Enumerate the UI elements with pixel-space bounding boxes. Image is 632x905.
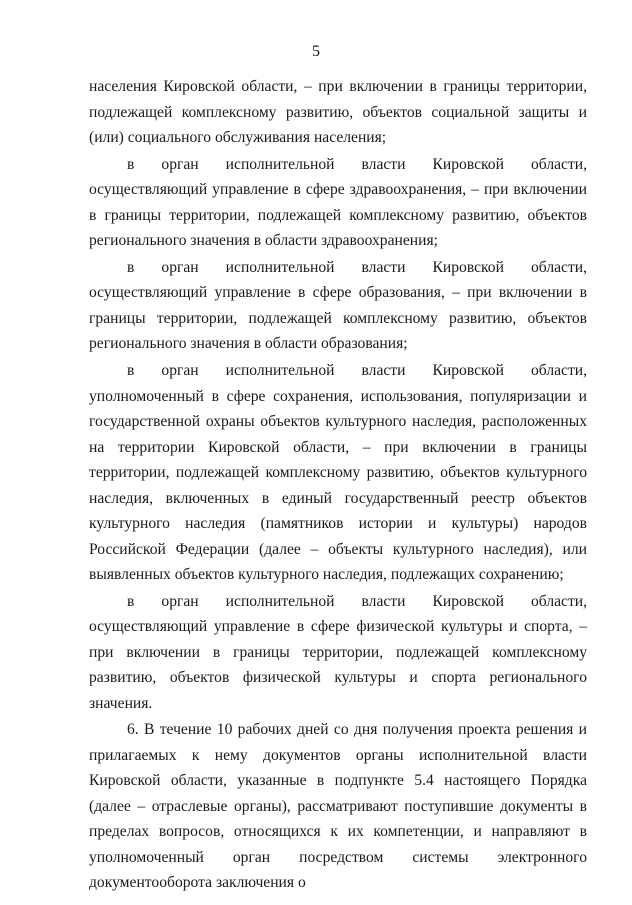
paragraph-4: в орган исполнительной власти Кировской области, уполномоченный в сфере сохранения, использования, популяризации и государственной охраны объектов культурного наследия, расположенных на территории Кировской области, – при включении в границы территории, подлежащей комплексному развитию, объектов культурного наследия, включенных в единый государственный реестр объектов культурного наследия (памятников истории и культуры) народов Российской Федерации (далее – объекты культурного наследия), или выявленных объектов культурного наследия, подлежащих сохранению; bbox=[89, 362, 587, 584]
paragraph-2: в орган исполнительной власти Кировской области, осуществляющий управление в сфере здравоохранения, – при включении в границы территории, подлежащей комплексному развитию, объектов регионального значения в области здравоохранения; bbox=[89, 155, 587, 250]
paragraph-5: в орган исполнительной власти Кировской области, осуществляющий управление в сфере физической культуры и спорта, – при включении в границы территории, подлежащей комплексному развитию, объектов физической культуры и спорта регионального значения. bbox=[89, 592, 587, 712]
paragraph-6: 6. В течение 10 рабочих дней со дня получения проекта решения и прилагаемых к нему документов органы исполнительной власти Кировской области, указанные в подпункте 5.4 настоящего Порядка (далее – отраслевые органы), рассматривают поступившие документы в пределах вопросов, относящихся к их компетенции, и направляют в уполномоченный орган посредством системы электронного документооборота заключения о bbox=[89, 721, 587, 892]
document-body bbox=[89, 74, 587, 897]
page-number: 5 bbox=[312, 43, 320, 60]
paragraph-1: населения Кировской области, – при включении в границы территории, подлежащей комплексному развитию, объектов социальной защиты и (или) социального обслуживания населения; bbox=[89, 78, 587, 146]
paragraph-3: в орган исполнительной власти Кировской области, осуществляющий управление в сфере образования, – при включении в границы территории, подлежащей комплексному развитию, объектов регионального значения в области образования; bbox=[89, 258, 587, 353]
